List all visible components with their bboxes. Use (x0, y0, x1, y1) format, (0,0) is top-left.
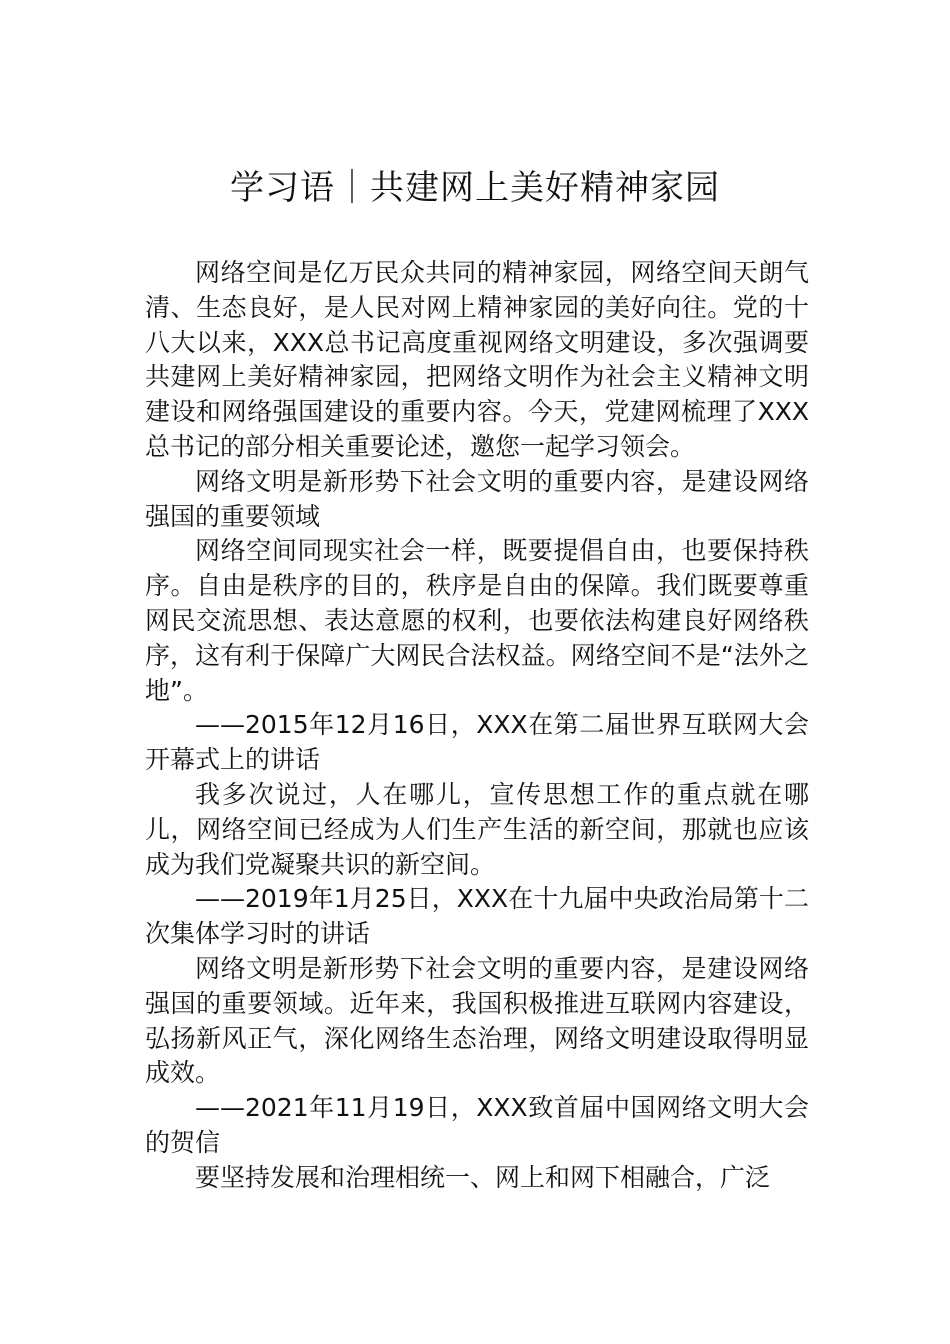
quote-paragraph: 我多次说过，人在哪儿，宣传思想工作的重点就在哪儿，网络空间已经成为人们生产生活的新空间，那就也应该成为我们党凝聚共识的新空间。 (145, 779, 809, 879)
document-title: 学习语｜共建网上美好精神家园 (230, 168, 720, 208)
quote-paragraph: 网络空间同现实社会一样，既要提倡自由，也要保持秩序。自由是秩序的目的，秩序是自由的保障。我们既要尊重网民交流思想、表达意愿的权利，也要依法构建良好网络秩序，这有利于保障广大网民合法权益。网络空间不是“法外之地”。 (145, 536, 809, 705)
section-heading-paragraph: 网络文明是新形势下社会文明的重要内容，是建设网络强国的重要领域 (145, 466, 809, 531)
quote-paragraph: 网络文明是新形势下社会文明的重要内容，是建设网络强国的重要领域。近年来，我国积极推进互联网内容建设，弘扬新风正气，深化网络生态治理，网络文明建设取得明显成效。 (145, 953, 809, 1088)
intro-paragraph: 网络空间是亿万民众共同的精神家园，网络空间天朗气清、生态良好，是人民对网上精神家园的美好向往。党的十八大以来，XXX总书记高度重视网络文明建设，多次强调要共建网上美好精神家园，把网络文明作为社会主义精神文明建设和网络强国建设的重要内容。今天，党建网梳理了XXX总书记的部分相关重要论述，邀您一起学习领会。 (145, 258, 809, 461)
quote-paragraph: 要坚持发展和治理相统一、网上和网下相融合，广泛 (195, 1162, 771, 1192)
document-body (145, 256, 809, 1196)
quote-attribution: ——2015年12月16日，XXX在第二届世界互联网大会开幕式上的讲话 (145, 710, 809, 775)
quote-attribution: ——2021年11月19日，XXX致首届中国网络文明大会的贺信 (145, 1093, 809, 1157)
quote-attribution: ——2019年1月25日，XXX在十九届中央政治局第十二次集体学习时的讲话 (145, 884, 809, 949)
